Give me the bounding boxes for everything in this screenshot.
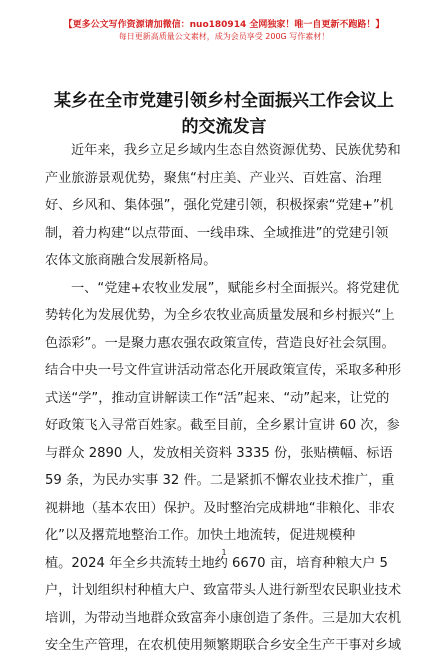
body-line: 化”以及撂荒地整治工作。加快土地流转，促进规模种 bbox=[45, 528, 356, 543]
document-title bbox=[40, 88, 408, 140]
body-line: 与群众 2890 人，发放相关资料 3335 份，张贴横幅、标语 bbox=[45, 445, 393, 461]
body-line: 视耕地（基本农田）保护。及时整治完成耕地“非粮化、非农 bbox=[45, 500, 395, 516]
document-body bbox=[45, 137, 403, 660]
body-line: 农体文旅商融合发展新格局。 bbox=[45, 253, 217, 268]
body-line: 培训，为带动当地群众致富奔小康创造了条件。三是加大农机 bbox=[45, 610, 402, 626]
body-line: 一、“党建+农牧业发展”，赋能乡村全面振兴。将党建优 bbox=[71, 280, 400, 296]
body-line: 户，计划组织村种植大户、致富带头人进行新型农民职业技术 bbox=[45, 583, 402, 598]
body-line: 制，着力构建“以点带面、一线串珠、全域推进”的党建引领 bbox=[45, 225, 389, 241]
promo-banner-line1: 【更多公文写作资源请加微信：nuo180914 全网独家！唯一自更新不跑路！】 bbox=[63, 20, 385, 30]
body-line: 产业旅游景观优势，聚焦“村庄美、产业兴、百姓富、治理 bbox=[45, 170, 382, 186]
body-line: 近年来，我乡立足乡域内生态自然资源优势、民族优势和 bbox=[71, 143, 401, 158]
body-line: 色添彩”。一是聚力惠农强农政策宣传，营造良好社会氛围。 bbox=[45, 335, 395, 351]
body-line: 结合中央一号文件宣讲活动常态化开展政策宣传，采取多种形 bbox=[45, 363, 402, 378]
document-title-line1: 某乡在全市党建引领乡村全面振兴工作会议上 bbox=[54, 91, 394, 111]
body-line: 式送“学”，推动宣讲解读工作“活”起来、“动”起来，让党的 bbox=[45, 390, 390, 406]
document-title-line2: 的交流发言 bbox=[181, 117, 267, 137]
promo-banner-line2: 每日更新高质量公文素材，成为会员享受 200G 写作素材！ bbox=[118, 32, 330, 41]
body-line: 好政策飞入寻常百姓家。截至目前，全乡累计宣讲 60 次，参 bbox=[45, 418, 400, 433]
body-line: 植。2024 年全乡共流转土地约 6670 亩，培育种粮大户 5 bbox=[45, 555, 388, 571]
promo-banner bbox=[0, 19, 448, 43]
body-line: 好、乡风和、集体强”，强化党建引领，积极探索“党建+”机 bbox=[45, 198, 394, 213]
body-line: 59 条，为民办实事 32 件。二是紧抓不懈农业技术推广，重 bbox=[45, 473, 395, 488]
body-line: 势转化为发展优势，为全乡农牧业高质量发展和乡村振兴“上 bbox=[45, 308, 395, 323]
page-number: 1 bbox=[221, 548, 227, 557]
body-line: 安全生产管理，在农机使用频繁期联合乡安全生产干事对乡域 bbox=[45, 638, 402, 653]
